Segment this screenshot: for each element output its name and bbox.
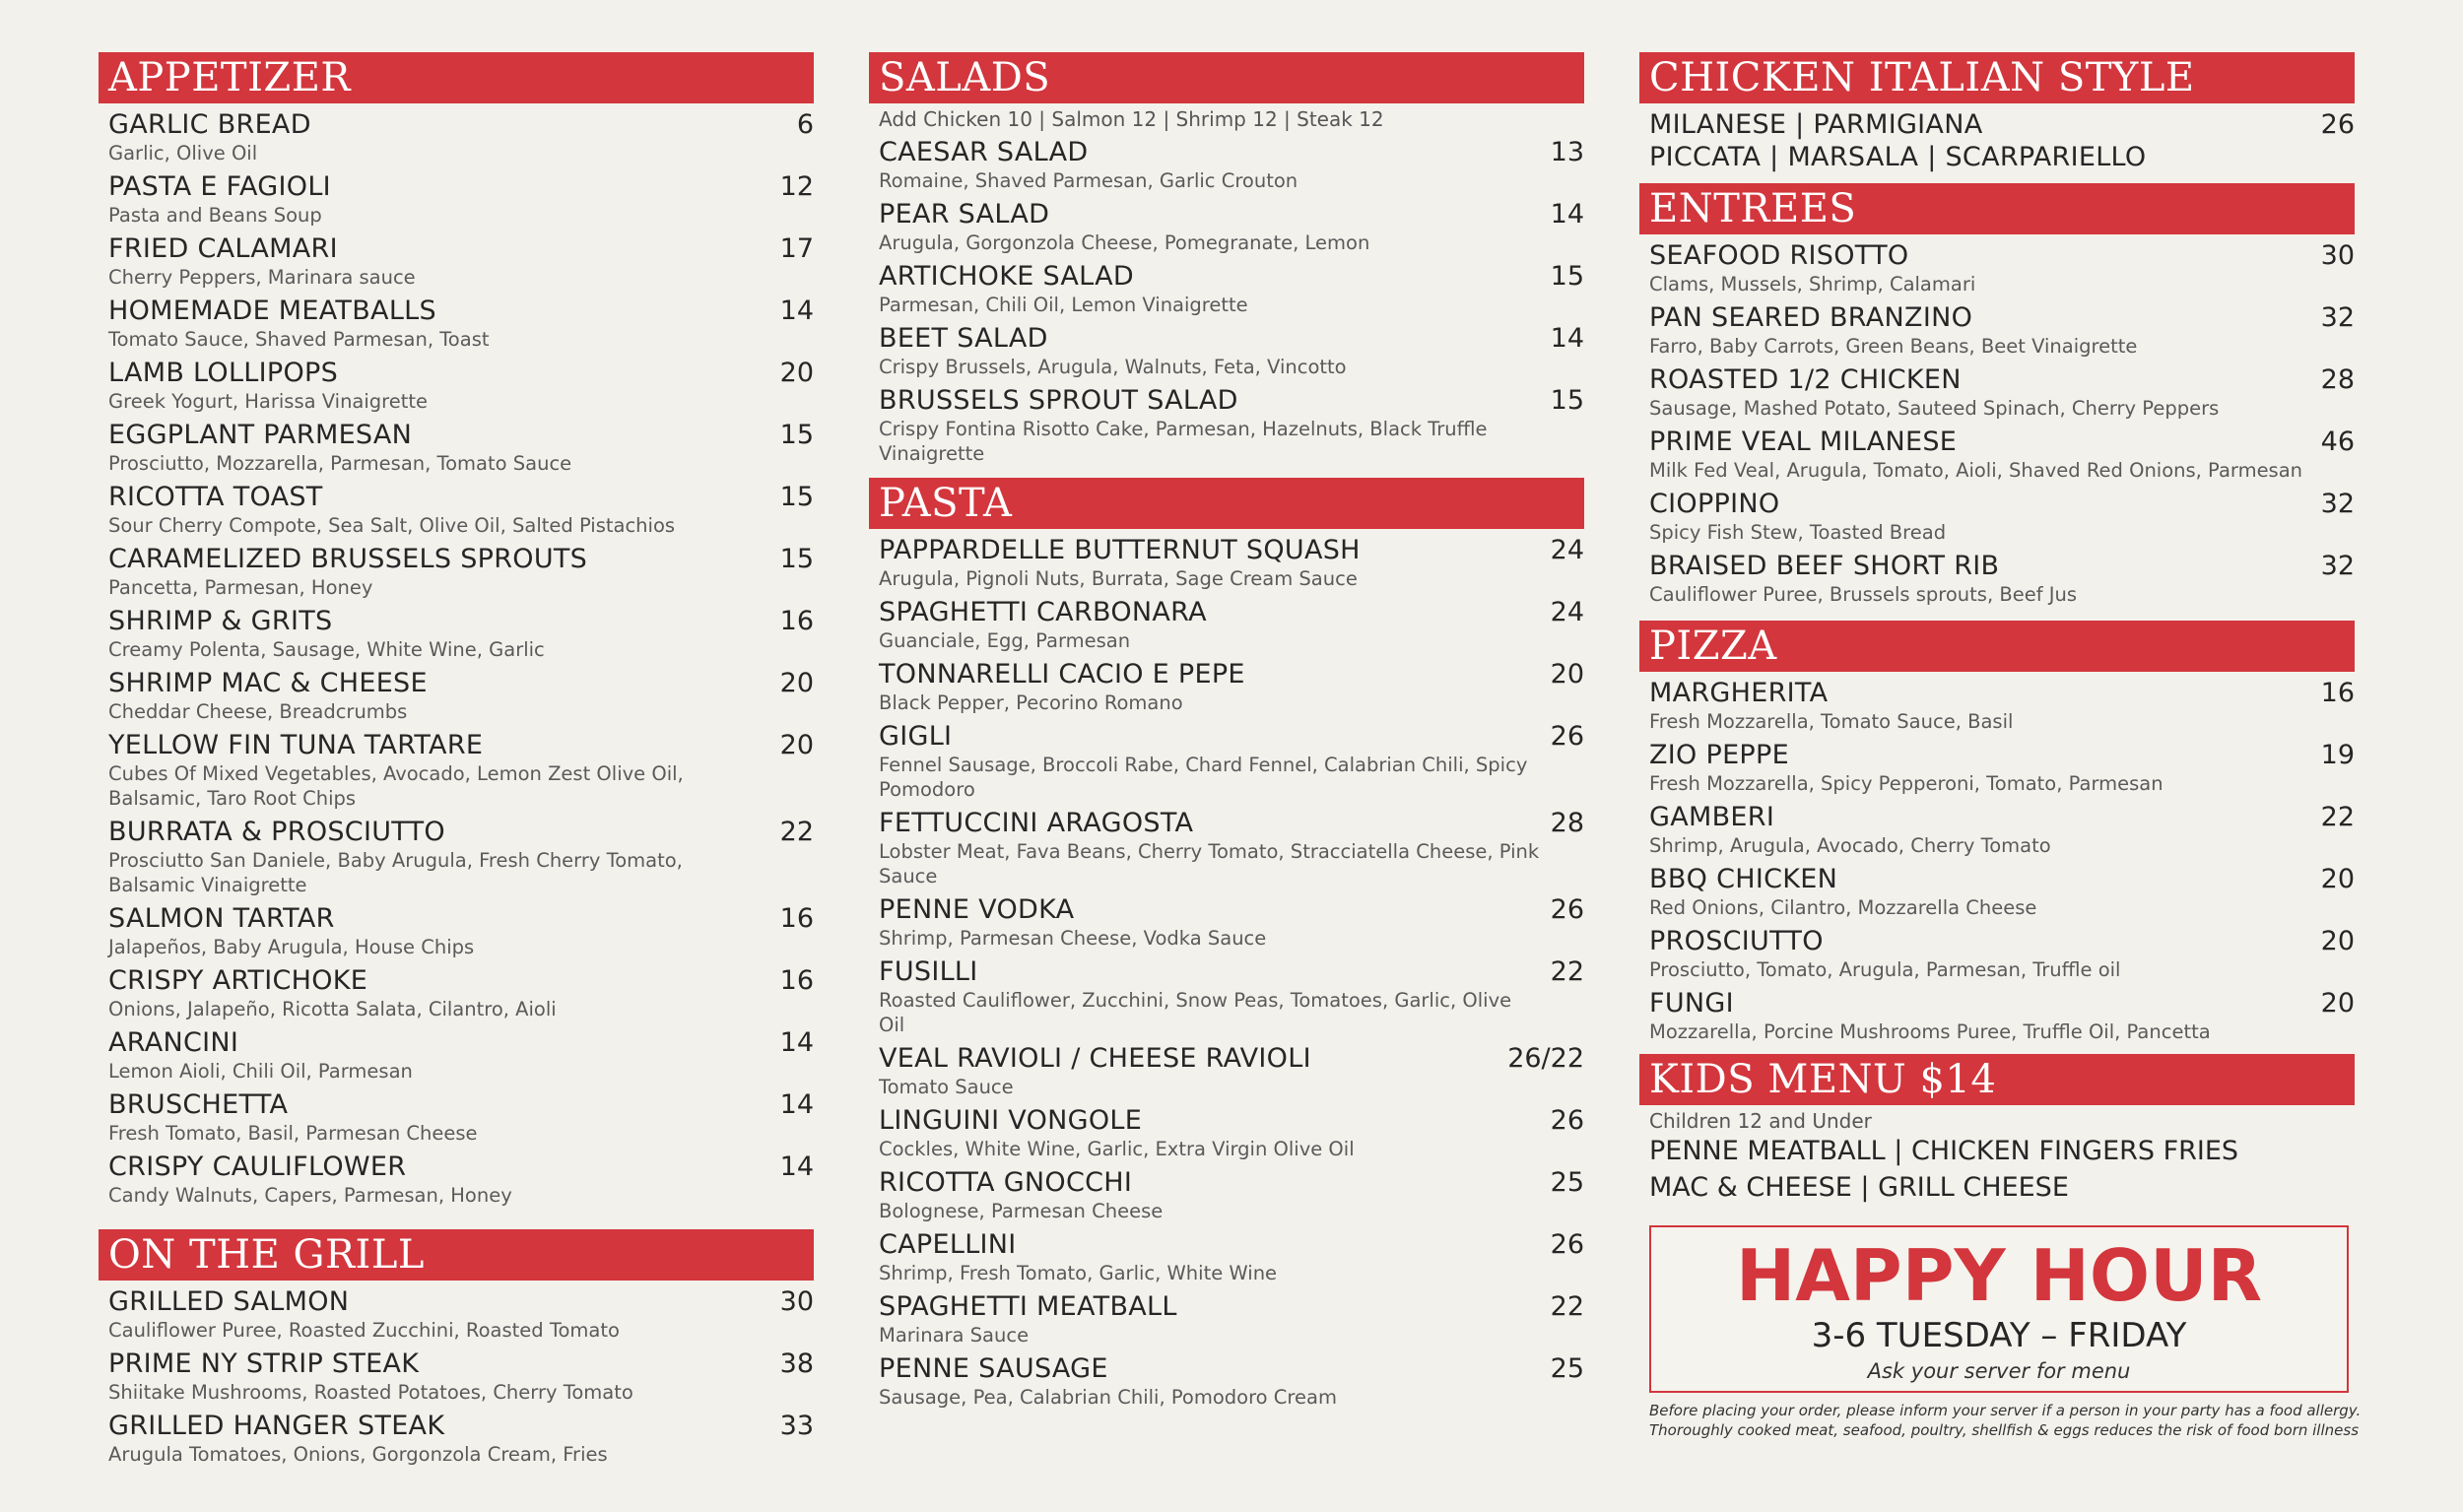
menu-item-description: Shrimp, Arugula, Avocado, Cherry Tomato (1649, 834, 2051, 857)
menu-item (108, 1026, 814, 1084)
entrees-section (1639, 183, 2355, 607)
menu-item-description: Marinara Sauce (879, 1324, 1030, 1347)
menu-item-description: Cherry Peppers, Marinara sauce (108, 266, 416, 289)
menu-item (879, 1104, 1584, 1161)
menu-item (879, 1290, 1584, 1348)
menu-item-description: Shrimp, Fresh Tomato, Garlic, White Wine (879, 1262, 1278, 1284)
kids-section (1639, 1054, 2355, 1206)
menu-item-name: BURRATA & PROSCIUTTO (108, 817, 445, 847)
menu-item-description: Bolognese, Parmesan Cheese (879, 1200, 1164, 1222)
menu-item-price: 22 (2320, 802, 2355, 832)
menu-item-description: Crispy Brussels, Arugula, Walnuts, Feta, Vincotto (879, 356, 1347, 378)
menu-item-price: 12 (779, 171, 814, 202)
menu-item-price: 14 (1550, 323, 1584, 354)
happy-hour-title: HAPPY HOUR (1735, 1234, 2263, 1317)
menu-item-name: CARAMELIZED BRUSSELS SPROUTS (108, 544, 588, 574)
menu-item-description: Tomato Sauce (879, 1076, 1014, 1098)
salads-heading: SALADS (869, 52, 1584, 103)
chicken-styles-line-2: PICCATA | MARSALA | SCARPARIELLO (1649, 142, 2147, 172)
menu-item-price: 25 (1550, 1167, 1584, 1198)
menu-item-description: Fresh Mozzarella, Tomato Sauce, Basil (1649, 710, 2014, 733)
kids-heading: KIDS MENU $14 (1639, 1054, 2355, 1105)
menu-item-description: Fresh Tomato, Basil, Parmesan Cheese (108, 1122, 478, 1145)
menu-item-name: FETTUCCINI ARAGOSTA (879, 808, 1194, 838)
menu-item (108, 605, 814, 662)
menu-item-name: ZIO PEPPE (1649, 740, 1789, 770)
menu-item (879, 136, 1584, 193)
menu-item-price: 38 (779, 1348, 814, 1379)
menu-item-price: 14 (779, 1151, 814, 1182)
entrees-list (1639, 239, 2355, 607)
menu-item-description: Fresh Mozzarella, Spicy Pepperoni, Tomato, Parmesan (1649, 772, 2163, 795)
menu-item (108, 1088, 814, 1146)
menu-item (879, 955, 1584, 1037)
menu-item-price: 16 (779, 903, 814, 934)
menu-item-description: Parmesan, Chili Oil, Lemon Vinaigrette (879, 294, 1248, 316)
menu-item-name: SALMON TARTAR (108, 903, 335, 934)
menu-item-name: SHRIMP MAC & CHEESE (108, 668, 428, 698)
menu-item-name: BBQ CHICKEN (1649, 864, 1838, 894)
pizza-list (1639, 677, 2355, 1044)
menu-item-description: Clams, Mussels, Shrimp, Calamari (1649, 273, 1976, 296)
menu-item-name: ARTICHOKE SALAD (879, 261, 1135, 292)
menu-item-description: Creamy Polenta, Sausage, White Wine, Garlic (108, 638, 545, 661)
menu-item-name: HOMEMADE MEATBALLS (108, 296, 436, 326)
menu-item-price: 28 (1550, 808, 1584, 838)
menu-item-description: Shiitake Mushrooms, Roasted Potatoes, Cherry Tomato (108, 1381, 633, 1404)
menu-item-description: Prosciutto, Mozzarella, Parmesan, Tomato Sauce (108, 452, 572, 475)
menu-item-price: 22 (779, 817, 814, 847)
menu-item-description: Sausage, Mashed Potato, Sauteed Spinach, Cherry Peppers (1649, 397, 2220, 420)
menu-item-price: 14 (779, 296, 814, 326)
menu-item (879, 384, 1584, 466)
menu-item (108, 295, 814, 352)
menu-item-name: MARGHERITA (1649, 678, 1829, 708)
menu-item-description: Candy Walnuts, Capers, Parmesan, Honey (108, 1184, 512, 1207)
menu-item-description: Arugula Tomatoes, Onions, Gorgonzola Cream, Fries (108, 1443, 608, 1466)
menu-item-name: TONNARELLI CACIO E PEPE (879, 659, 1245, 690)
menu-item-name: BRUSSELS SPROUT SALAD (879, 385, 1238, 416)
menu-item-price: 26 (1550, 894, 1584, 925)
menu-item-name: ROASTED 1/2 CHICKEN (1649, 364, 1962, 395)
menu-item-price: 19 (2320, 740, 2355, 770)
menu-item-description: Romaine, Shaved Parmesan, Garlic Crouton (879, 169, 1298, 192)
salads-addons-note: Add Chicken 10 | Salmon 12 | Shrimp 12 | Steak 12 (879, 107, 1384, 131)
menu-item (879, 322, 1584, 379)
menu-item-description: Jalapeños, Baby Arugula, House Chips (108, 936, 475, 958)
menu-item-price: 20 (1550, 659, 1584, 690)
menu-item (1649, 550, 2355, 607)
menu-item-name: LAMB LOLLIPOPS (108, 358, 339, 388)
menu-item-name: RICOTTA GNOCCHI (879, 1167, 1133, 1198)
menu-item-description: Fennel Sausage, Broccoli Rabe, Chard Fennel, Calabrian Chili, Spicy Pomodoro (879, 754, 1528, 801)
menu-item-name: PENNE SAUSAGE (879, 1353, 1108, 1384)
menu-item-price: 15 (779, 544, 814, 574)
menu-item-name: BRAISED BEEF SHORT RIB (1649, 551, 2000, 581)
entrees-heading: ENTREES (1639, 183, 2355, 234)
menu-item-description: Red Onions, Cilantro, Mozzarella Cheese (1649, 896, 2037, 919)
kids-line-1: PENNE MEATBALL | CHICKEN FINGERS FRIES (1649, 1136, 2239, 1166)
menu-item-name: FRIED CALAMARI (108, 233, 338, 264)
menu-item-name: PAPPARDELLE BUTTERNUT SQUASH (879, 535, 1361, 565)
menu-item-name: GARLIC BREAD (108, 109, 311, 140)
menu-item-description: Cubes Of Mixed Vegetables, Avocado, Lemon Zest Olive Oil, Balsamic, Taro Root Chips (108, 762, 684, 810)
menu-item-name: BEET SALAD (879, 323, 1048, 354)
menu-item-description: Milk Fed Veal, Arugula, Tomato, Aioli, Shaved Red Onions, Parmesan (1649, 459, 2303, 482)
chicken-section (1639, 52, 2355, 173)
menu-item-price: 15 (1550, 385, 1584, 416)
menu-item-name: EGGPLANT PARMESAN (108, 420, 413, 450)
menu-item-price: 20 (2320, 926, 2355, 956)
menu-item (1649, 301, 2355, 359)
menu-item (108, 1410, 814, 1467)
menu-item-description: Black Pepper, Pecorino Romano (879, 691, 1183, 714)
menu-item-price: 46 (2320, 427, 2355, 457)
menu-item-name: FUNGI (1649, 988, 1734, 1019)
menu-item (108, 357, 814, 414)
menu-item (1649, 801, 2355, 858)
menu-item-name: GRILLED HANGER STEAK (108, 1411, 445, 1441)
menu-item-price: 16 (779, 965, 814, 996)
menu-item (1649, 739, 2355, 796)
menu-item-price: 33 (779, 1411, 814, 1441)
menu-item-name: GAMBERI (1649, 802, 1775, 832)
menu-item-name: FUSILLI (879, 956, 978, 987)
menu-item-price: 30 (779, 1286, 814, 1317)
menu-item-name: BRUSCHETTA (108, 1089, 289, 1120)
menu-item-name: YELLOW FIN TUNA TARTARE (108, 730, 484, 760)
menu-item (879, 596, 1584, 653)
menu-item-price: 26 (1550, 1105, 1584, 1136)
menu-item-price: 15 (779, 420, 814, 450)
menu-item-price: 24 (1550, 597, 1584, 627)
kids-age-note: Children 12 and Under (1649, 1109, 1872, 1133)
menu-item (879, 1228, 1584, 1285)
menu-item-price: 32 (2320, 489, 2355, 519)
menu-item (108, 964, 814, 1021)
menu-item (879, 260, 1584, 317)
menu-item-description: Prosciutto San Daniele, Baby Arugula, Fresh Cherry Tomato, Balsamic Vinaigrette (108, 849, 683, 896)
menu-item (108, 543, 814, 600)
chicken-styles-line-1: MILANESE | PARMIGIANA (1649, 109, 1983, 140)
salads-list (869, 136, 1584, 466)
menu-item (879, 198, 1584, 255)
menu-item-name: CRISPY ARTICHOKE (108, 965, 368, 996)
menu-item (108, 729, 814, 811)
menu-item-price: 32 (2320, 551, 2355, 581)
menu-item (108, 419, 814, 476)
menu-item-price: 13 (1550, 137, 1584, 167)
menu-column-left (99, 52, 814, 1467)
menu-item (1649, 363, 2355, 421)
menu-item-price: 28 (2320, 364, 2355, 395)
menu-item (879, 1166, 1584, 1223)
menu-item (1649, 488, 2355, 545)
appetizer-list (99, 108, 814, 1208)
menu-item (108, 170, 814, 228)
menu-item-name: SPAGHETTI CARBONARA (879, 597, 1207, 627)
menu-item-price: 20 (2320, 864, 2355, 894)
menu-item-price: 15 (779, 482, 814, 512)
menu-item-description: Greek Yogurt, Harissa Vinaigrette (108, 390, 429, 413)
menu-item-price: 20 (779, 668, 814, 698)
menu-item-description: Onions, Jalapeño, Ricotta Salata, Cilantro, Aioli (108, 998, 557, 1020)
menu-item-name: PASTA E FAGIOLI (108, 171, 331, 202)
menu-item-name: CAESAR SALAD (879, 137, 1089, 167)
menu-item-description: Farro, Baby Carrots, Green Beans, Beet Vinaigrette (1649, 335, 2138, 358)
grill-list (99, 1285, 814, 1467)
menu-item-name: SEAFOOD RISOTTO (1649, 240, 1909, 271)
menu-item (108, 1285, 814, 1343)
menu-item-price: 15 (1550, 261, 1584, 292)
menu-item-description: Arugula, Gorgonzola Cheese, Pomegranate, Lemon (879, 231, 1370, 254)
menu-item-price: 16 (2320, 678, 2355, 708)
menu-item-description: Sausage, Pea, Calabrian Chili, Pomodoro Cream (879, 1386, 1337, 1409)
menu-item-price: 20 (779, 358, 814, 388)
allergy-notice (1639, 1401, 2362, 1440)
pasta-list (869, 534, 1584, 1410)
menu-item-name: GIGLI (879, 721, 953, 752)
menu-item-name: PROSCIUTTO (1649, 926, 1824, 956)
menu-item-name: VEAL RAVIOLI / CHEESE RAVIOLI (879, 1043, 1311, 1074)
grill-heading: ON THE GRILL (99, 1229, 814, 1281)
menu-item-price: 32 (2320, 302, 2355, 333)
menu-item-price: 25 (1550, 1353, 1584, 1384)
menu-item-name: CIOPPINO (1649, 489, 1780, 519)
menu-item-price: 20 (2320, 988, 2355, 1019)
menu-item-description: Lobster Meat, Fava Beans, Cherry Tomato, Stracciatella Cheese, Pink Sauce (879, 840, 1540, 887)
menu-item (1649, 426, 2355, 483)
menu-item (108, 1348, 814, 1405)
menu-column-right (1639, 52, 2362, 1440)
menu-item-price: 30 (2320, 240, 2355, 271)
allergy-line-2: Thoroughly cooked meat, seafood, poultry, shellfish & eggs reduces the risk of food born illness (1649, 1421, 2360, 1439)
allergy-line-1: Before placing your order, please inform your server if a person in your party has a food allergy. (1649, 1402, 2362, 1419)
menu-item-price: 6 (796, 109, 814, 140)
menu-item-price: 14 (779, 1027, 814, 1058)
menu-item (108, 902, 814, 959)
menu-item-name: ARANCINI (108, 1027, 239, 1058)
menu-item-name: CAPELLINI (879, 1229, 1017, 1260)
menu-item (879, 1042, 1584, 1099)
menu-item (1649, 925, 2355, 982)
menu-item-description: Lemon Aioli, Chili Oil, Parmesan (108, 1060, 413, 1083)
menu-item-description: Tomato Sauce, Shaved Parmesan, Toast (108, 328, 490, 351)
menu-item-description: Garlic, Olive Oil (108, 142, 258, 164)
grill-section (99, 1229, 814, 1467)
menu-column-middle (869, 52, 1584, 1410)
menu-item-description: Cheddar Cheese, Breadcrumbs (108, 700, 408, 723)
kids-line-2: MAC & CHEESE | GRILL CHEESE (1649, 1172, 2069, 1203)
menu-item-description: Cauliflower Puree, Brussels sprouts, Beef Jus (1649, 583, 2078, 606)
menu-item (879, 534, 1584, 591)
menu-item-price: 14 (779, 1089, 814, 1120)
menu-item-name: RICOTTA TOAST (108, 482, 323, 512)
menu-item-price: 14 (1550, 199, 1584, 230)
menu-item (879, 807, 1584, 888)
menu-item-description: Cauliflower Puree, Roasted Zucchini, Roasted Tomato (108, 1319, 620, 1342)
menu-item-description: Spicy Fish Stew, Toasted Bread (1649, 521, 1947, 544)
menu-item-name: SHRIMP & GRITS (108, 606, 333, 636)
menu-item-price: 16 (779, 606, 814, 636)
menu-item-price: 20 (779, 730, 814, 760)
menu-item (108, 481, 814, 538)
happy-hour-box (1649, 1225, 2349, 1393)
menu-item-description: Guanciale, Egg, Parmesan (879, 629, 1131, 652)
menu-item-price: 17 (779, 233, 814, 264)
menu-item-name: PENNE VODKA (879, 894, 1075, 925)
chicken-heading: CHICKEN ITALIAN STYLE (1639, 52, 2355, 103)
menu-item-description: Shrimp, Parmesan Cheese, Vodka Sauce (879, 927, 1267, 950)
menu-item (1649, 863, 2355, 920)
menu-item-description: Arugula, Pignoli Nuts, Burrata, Sage Cream Sauce (879, 567, 1358, 590)
menu-item (879, 1352, 1584, 1410)
pizza-section (1639, 621, 2355, 1044)
pasta-section (869, 478, 1584, 1410)
menu-item (879, 720, 1584, 802)
chicken-price: 26 (2320, 109, 2355, 140)
menu-item-name: CRISPY CAULIFLOWER (108, 1151, 407, 1182)
menu-item (108, 1150, 814, 1208)
appetizer-section (99, 52, 814, 1208)
menu-item-description: Mozzarella, Porcine Mushrooms Puree, Truffle Oil, Pancetta (1649, 1020, 2211, 1043)
menu-item (108, 232, 814, 290)
menu-item-price: 24 (1550, 535, 1584, 565)
menu-item-price: 26 (1550, 721, 1584, 752)
appetizer-heading: APPETIZER (99, 52, 814, 103)
menu-item-name: GRILLED SALMON (108, 1286, 350, 1317)
pizza-heading: PIZZA (1639, 621, 2355, 672)
menu-item-name: PEAR SALAD (879, 199, 1050, 230)
menu-item-description: Sour Cherry Compote, Sea Salt, Olive Oil, Salted Pistachios (108, 514, 676, 537)
pasta-heading: PASTA (869, 478, 1584, 529)
menu-item-description: Pasta and Beans Soup (108, 204, 322, 227)
menu-item (1649, 677, 2355, 734)
menu-item-description: Cockles, White Wine, Garlic, Extra Virgin Olive Oil (879, 1138, 1355, 1160)
menu-item-name: LINGUINI VONGOLE (879, 1105, 1143, 1136)
menu-item (1649, 987, 2355, 1044)
menu-item-price: 22 (1550, 1291, 1584, 1322)
menu-item-name: PRIME VEAL MILANESE (1649, 427, 1958, 457)
menu-item-description: Crispy Fontina Risotto Cake, Parmesan, Hazelnuts, Black Truffle Vinaigrette (879, 418, 1488, 465)
menu-item-description: Roasted Cauliflower, Zucchini, Snow Peas, Tomatoes, Garlic, Olive Oil (879, 989, 1512, 1036)
menu-item-price: 26/22 (1507, 1043, 1584, 1074)
menu-item-name: PRIME NY STRIP STEAK (108, 1348, 420, 1379)
menu-item (108, 667, 814, 724)
menu-item (108, 108, 814, 165)
menu-item-description: Pancetta, Parmesan, Honey (108, 576, 373, 599)
menu-item-description: Prosciutto, Tomato, Arugula, Parmesan, Truffle oil (1649, 958, 2121, 981)
happy-hour-note: Ask your server for menu (1867, 1359, 2131, 1383)
menu-item (1649, 239, 2355, 296)
chicken-item (1649, 108, 2355, 173)
menu-item-price: 26 (1550, 1229, 1584, 1260)
menu-item-price: 22 (1550, 956, 1584, 987)
menu-item (108, 816, 814, 897)
happy-hour-days: 3-6 TUESDAY – FRIDAY (1811, 1316, 2187, 1355)
menu-item-name: SPAGHETTI MEATBALL (879, 1291, 1177, 1322)
menu-item (879, 893, 1584, 951)
salads-section (869, 52, 1584, 466)
menu-item-name: PAN SEARED BRANZINO (1649, 302, 1973, 333)
menu-item (879, 658, 1584, 715)
